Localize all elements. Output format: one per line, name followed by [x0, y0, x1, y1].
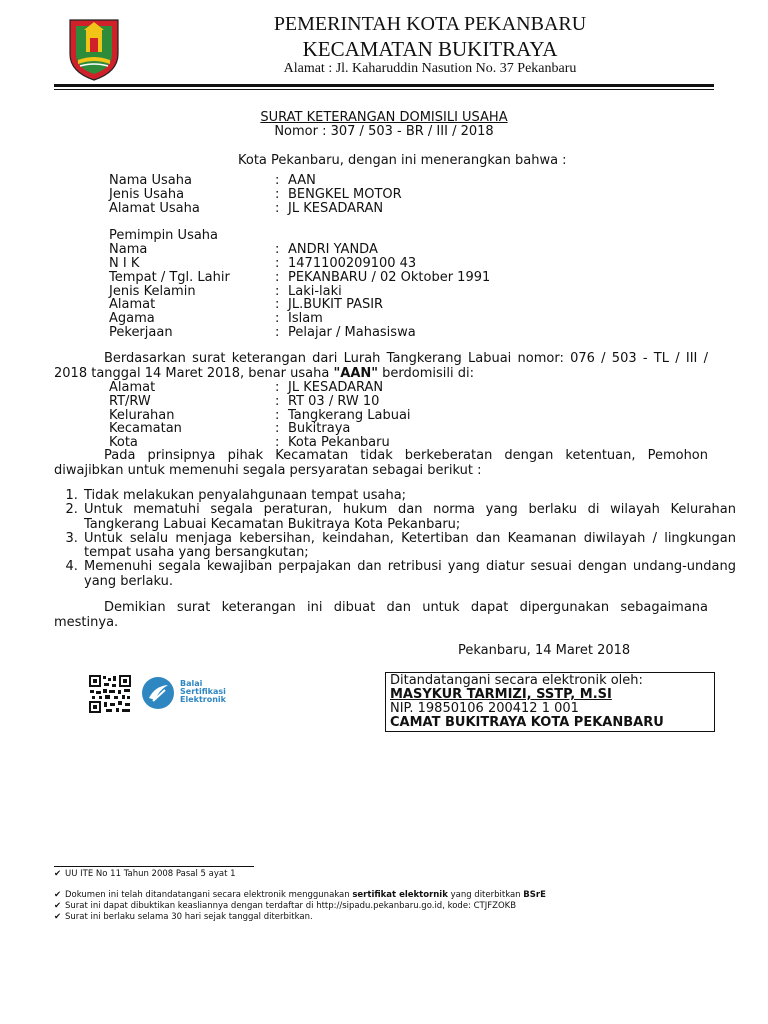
kota-pekanbaru-emblem-icon [64, 14, 124, 82]
colon: : [275, 380, 280, 395]
signer-name: MASYKUR TARMIZI, SSTP, M.SI [390, 687, 612, 702]
domicile-kecamatan-label: Kecamatan [109, 421, 182, 436]
leader-birth-value: PEKANBARU / 02 Oktober 1991 [288, 270, 491, 285]
colon: : [275, 256, 280, 271]
domicile-rtrw-label: RT/RW [109, 394, 151, 409]
para1-business-name: "AAN" [333, 365, 379, 381]
bsre-label-3: Elektronik [180, 695, 226, 704]
business-name-value: AAN [288, 173, 316, 188]
business-type-value: BENGKEL MOTOR [288, 187, 402, 202]
check-icon: ✔ [54, 912, 62, 922]
footnote-validity [54, 912, 313, 922]
leader-occupation-label: Pekerjaan [109, 325, 173, 340]
footnote-signed-text-a: Dokumen ini telah ditandatangani secara elektronik menggunakan [65, 890, 353, 900]
bsre-label-1: Balai [180, 679, 203, 688]
paragraph-closing [54, 601, 708, 630]
business-type-label: Jenis Usaha [109, 187, 185, 202]
leader-name-value: ANDRI YANDA [288, 242, 378, 257]
paragraph-principle [54, 449, 708, 478]
domicile-kelurahan-value: Tangkerang Labuai [288, 408, 411, 423]
leader-nik-value: 1471100209100 43 [288, 256, 417, 271]
leader-religion-value: Islam [288, 311, 323, 326]
leader-religion-label: Agama [109, 311, 155, 326]
document-title: SURAT KETERANGAN DOMISILI USAHA [260, 110, 508, 125]
footnote-signed-text-b: yang diterbitkan [447, 890, 524, 900]
header-address: Alamat : Jl. Kaharuddin Nasution No. 37 Pekanbaru [283, 61, 577, 76]
check-icon: ✔ [54, 890, 62, 900]
check-icon: ✔ [54, 869, 62, 879]
closing-text: Demikian surat keterangan ini dibuat dan untuk dapat dipergunakan sebagaimana mestinya. [54, 600, 708, 630]
colon: : [275, 421, 280, 436]
bsre-label-2: Sertifikasi [180, 687, 226, 696]
conditions-list [54, 489, 736, 589]
check-icon: ✔ [54, 901, 62, 911]
leader-gender-value: Laki-laki [288, 284, 342, 299]
footnote-law-text: UU ITE No 11 Tahun 2008 Pasal 5 ayat 1 [65, 869, 236, 879]
footnote-validity-text: Surat ini berlaku selama 30 hari sejak tanggal diterbitkan. [65, 912, 313, 922]
leader-occupation-value: Pelajar / Mahasiswa [288, 325, 416, 340]
colon: : [275, 284, 280, 299]
footnote-certificate: sertifikat elektornik [352, 890, 448, 900]
intro-text: Kota Pekanbaru, dengan ini menerangkan bahwa : [238, 153, 567, 168]
leader-heading: Pemimpin Usaha [109, 228, 219, 243]
colon: : [275, 394, 280, 409]
colon: : [275, 311, 280, 326]
colon: : [275, 187, 280, 202]
footnote-law [54, 869, 236, 879]
business-address-value: JL KESADARAN [288, 201, 384, 216]
place-date: Pekanbaru, 14 Maret 2018 [458, 643, 631, 658]
footnote-signed [54, 890, 546, 900]
domicile-city-value: Kota Pekanbaru [288, 435, 390, 450]
bsre-logo-icon [141, 676, 175, 710]
condition-item: 1. Tidak melakukan penyalahgunaan tempat usaha; [82, 489, 736, 503]
colon: : [275, 408, 280, 423]
leader-name-label: Nama [109, 242, 148, 257]
footnote-bsre: BSrE [523, 890, 546, 900]
leader-address-label: Alamat [109, 297, 156, 312]
footnote-verify [54, 901, 516, 911]
colon: : [275, 297, 280, 312]
domicile-kecamatan-value: Bukitraya [288, 421, 351, 436]
domicile-city-label: Kota [109, 435, 138, 450]
qr-code-icon [88, 674, 132, 714]
header-rule-thick [54, 84, 714, 87]
colon: : [275, 325, 280, 340]
leader-address-value: JL.BUKIT PASIR [288, 297, 384, 312]
condition-item: 4. Memenuhi segala kewajiban perpajakan dan retribusi yang diatur sesuai dengan undang-undang yang berlaku. [82, 560, 736, 589]
signer-position: CAMAT BUKITRAYA KOTA PEKANBARU [390, 715, 664, 730]
signature-box [385, 672, 715, 732]
header-government: PEMERINTAH KOTA PEKANBARU [273, 13, 587, 35]
header-district: KECAMATAN BUKITRAYA [302, 37, 558, 61]
domicile-rtrw-value: RT 03 / RW 10 [288, 394, 380, 409]
leader-nik-label: N I K [109, 256, 140, 271]
condition-item: 3. Untuk selalu menjaga kebersihan, keindahan, Ketertiban dan Keamanan diwilayah / lingkungan tempat usaha yang bersangkutan; [82, 532, 736, 561]
signer-nip: NIP. 19850106 200412 1 001 [390, 701, 579, 716]
business-name-label: Nama Usaha [109, 173, 192, 188]
para1-text-b: berdomisili di: [378, 365, 475, 381]
footnote-verify-text: Surat ini dapat dibuktikan keasliannya dengan terdaftar di http://sipadu.pekanbaru.go.id, kode: CTJFZOKB [65, 901, 517, 911]
domicile-address-value: JL KESADARAN [288, 380, 384, 395]
condition-item: 2. Untuk mematuhi segala peraturan, hukum dan norma yang berlaku di wilayah Kelurahan Tangkerang Labuai Kecamatan Bukitraya Kota Pekanbaru; [82, 503, 736, 532]
colon: : [275, 173, 280, 188]
domicile-address-label: Alamat [109, 380, 156, 395]
paragraph-basis [54, 352, 708, 381]
leader-gender-label: Jenis Kelamin [109, 284, 196, 299]
header-rule-thin [54, 89, 714, 90]
colon: : [275, 435, 280, 450]
colon: : [275, 242, 280, 257]
domicile-kelurahan-label: Kelurahan [109, 408, 175, 423]
business-address-label: Alamat Usaha [109, 201, 200, 216]
leader-birth-label: Tempat / Tgl. Lahir [109, 270, 230, 285]
signature-caption: Ditandatangani secara elektronik oleh: [390, 673, 643, 688]
para1-text-a: Berdasarkan surat keterangan dari Lurah Tangkerang Labuai nomor: 076 / 503 - TL / III / 2018 tanggal 14 Maret 2018, benar usaha [54, 351, 708, 381]
document-number: Nomor : 307 / 503 - BR / III / 2018 [274, 124, 494, 139]
colon: : [275, 270, 280, 285]
para2-text: Pada prinsipnya pihak Kecamatan tidak berkeberatan dengan ketentuan, Pemohon diwajibkan untuk memenuhi segala persyaratan sebagai berikut : [54, 448, 708, 478]
footnote-rule [54, 866, 254, 867]
colon: : [275, 201, 280, 216]
